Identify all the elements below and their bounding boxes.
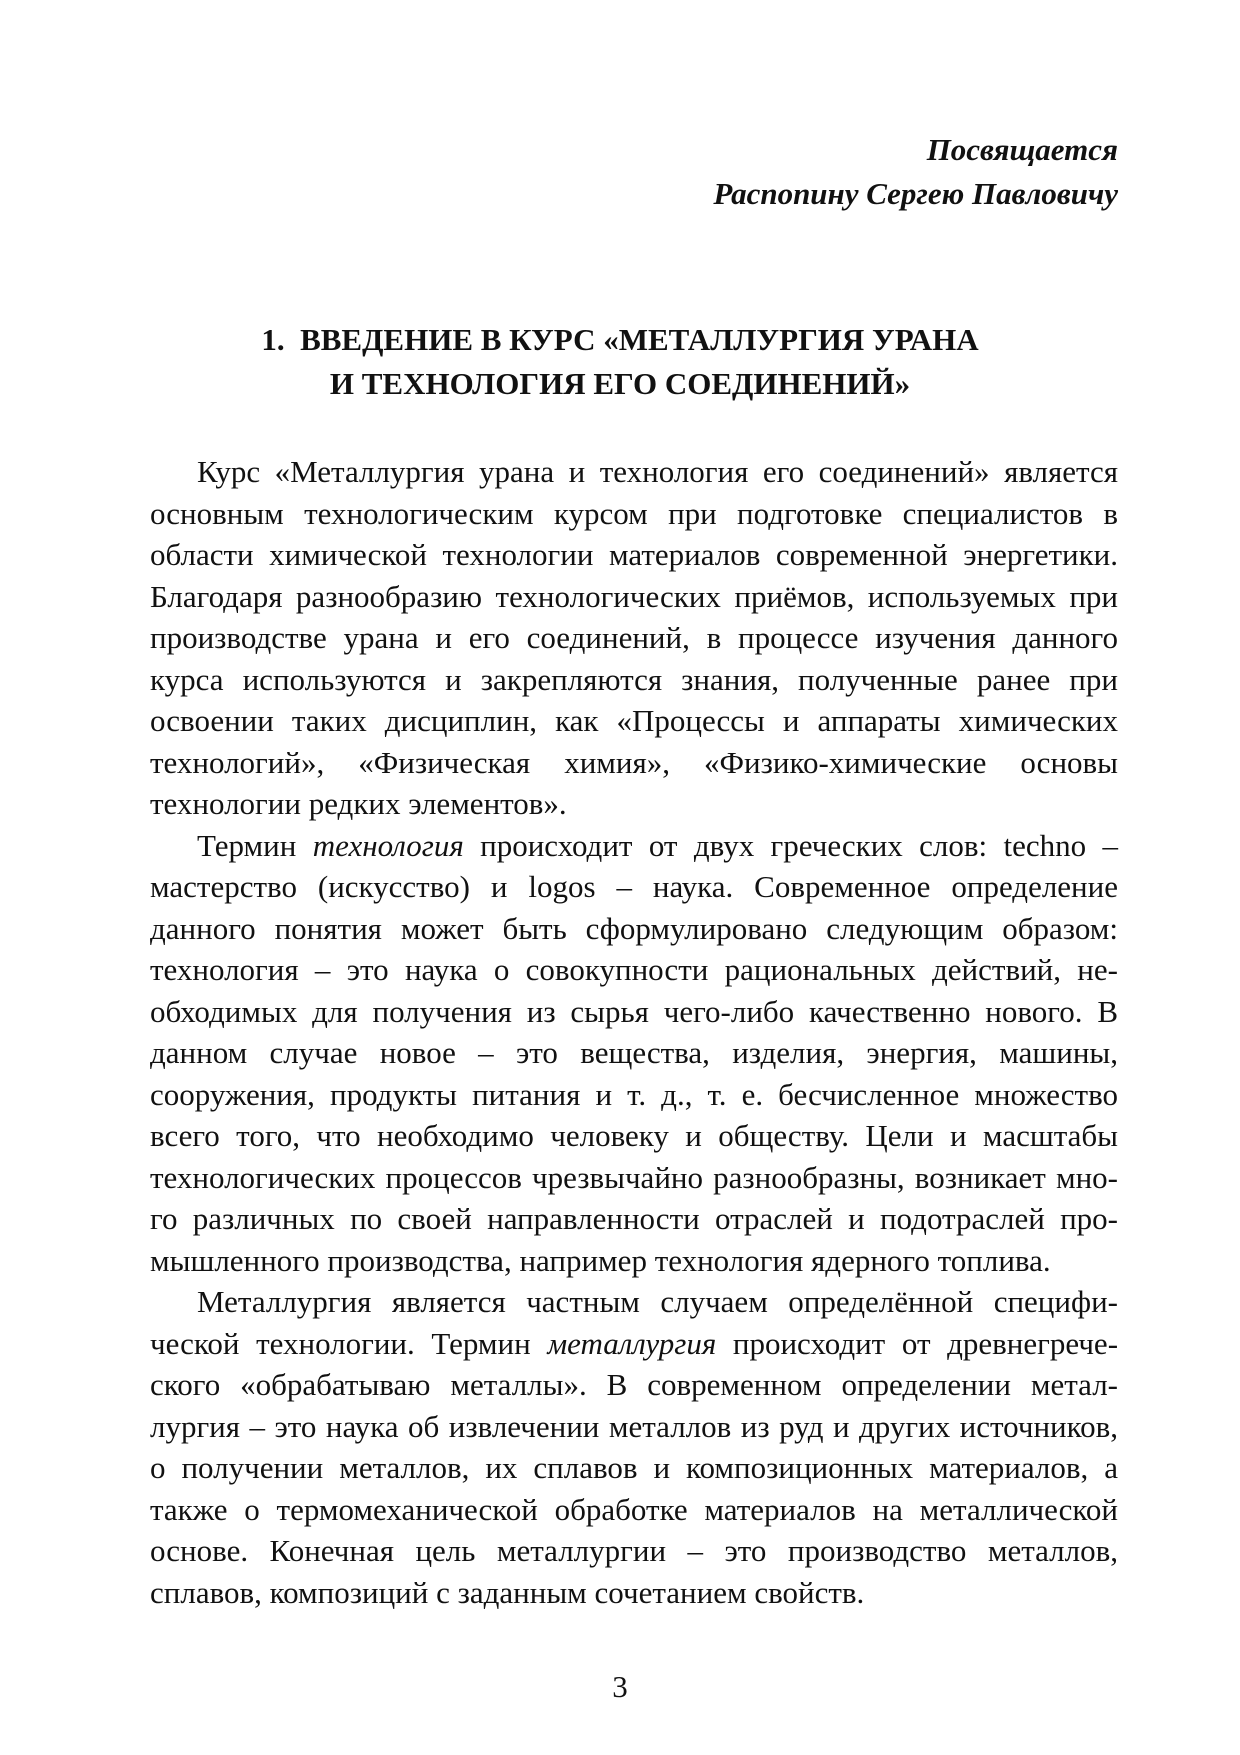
paragraph-2	[150, 825, 1118, 1282]
paragraph-3-before: Металлургия является частным случаем определённой специфической технологии. Термин	[150, 1284, 1118, 1361]
paragraph-3	[150, 1281, 1118, 1613]
chapter-heading-line-1: 1. ВВЕДЕНИЕ В КУРС «МЕТАЛЛУРГИЯ УРАНА	[261, 322, 979, 357]
body-text	[150, 451, 1118, 1613]
dedication-line-2: Распопину Сергею Павловичу	[713, 176, 1118, 211]
dedication	[713, 128, 1118, 216]
dedication-line-1: Посвящается	[926, 132, 1118, 167]
term-metallurgy: металлургия	[547, 1325, 717, 1361]
paragraph-2-before: Термин	[197, 827, 313, 863]
paragraph-2-after: происходит от двух греческих слов: techno – мастерство (искусство) и logos – наука. Современное определение данного понятия может быть сформулировано следующим образом: технология – это наука о совокупности рациональных действий, необходимых для получения из сырья чего-либо качественно нового. В данном случае новое – это вещества, изделия, энергия, машины, сооружения, продукты питания и т. д., т. е. бесчисленное множество всего того, что необходимо человеку и обществу. Цели и масштабы технологических процессов чрезвычайно разнообразны, возникает много различных по своей направленности отраслей и подотраслей промышленного производства, например технология ядерного топлива.	[150, 827, 1119, 1278]
chapter-heading	[150, 318, 1090, 406]
chapter-heading-line-2: И ТЕХНОЛОГИЯ ЕГО СОЕДИНЕНИЙ»	[329, 366, 911, 401]
paragraph-1: Курс «Металлургия урана и технология его соединений» является основным технологическим курсом при подготовке специалистов в области химической технологии материалов современной энергетики. Благодаря разнообразию технологических приёмов, используемых при производстве урана и его соединений, в процессе изучения данного курса используются и закрепляются знания, полученные ранее при освоении таких дисциплин, как «Процессы и аппараты химических технологий», «Физическая химия», «Физико-химические основы технологии редких элементов».	[150, 454, 1118, 821]
term-technology: технология	[312, 827, 464, 863]
paragraph-3-after: происходит от древнегреческого «обрабатываю металлы». В современном определении металлургия – это наука об извлечении металлов из руд и других источников, о получении металлов, их сплавов и композиционных материалов, а также о термомеханической обработке материалов на металлической основе. Конечная цель металлургии – это производство металлов, сплавов, композиций с заданным сочетанием свойств.	[150, 1325, 1119, 1610]
page-number: 3	[612, 1669, 628, 1704]
